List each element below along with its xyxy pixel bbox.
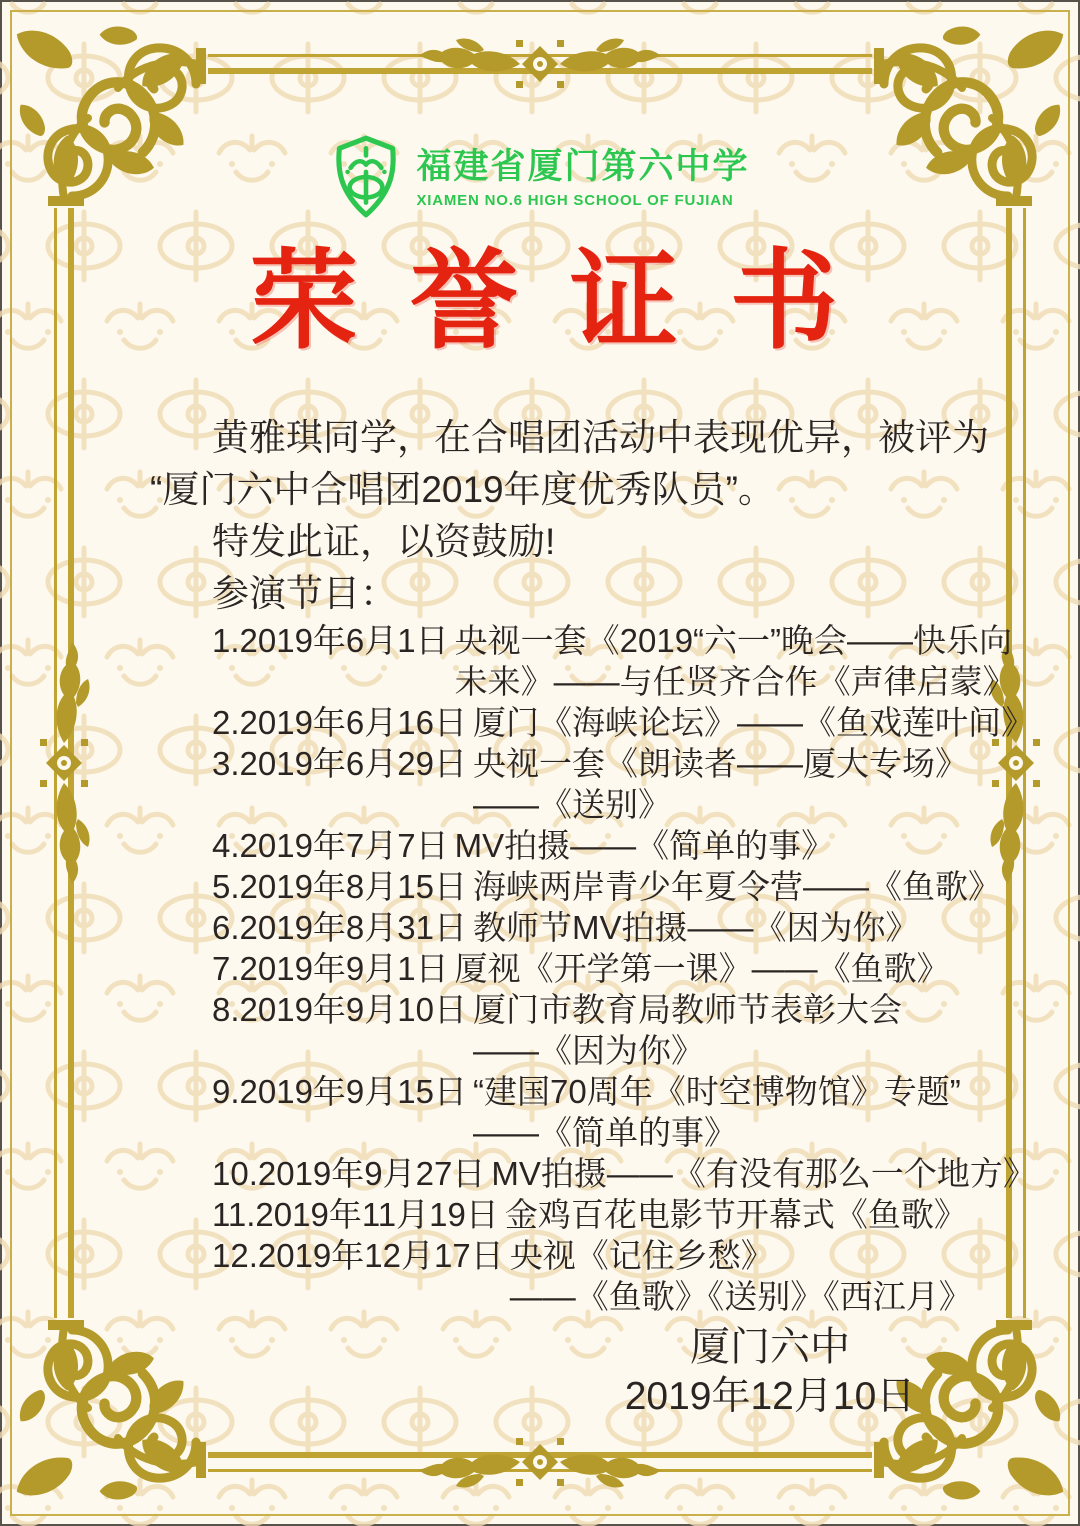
program-item-desc (455, 948, 952, 989)
edge-ornament-bottom (400, 1430, 680, 1494)
title-char: 书 (729, 243, 838, 362)
program-item-date: 10.2019年9月27日 (212, 1155, 486, 1192)
program-item (212, 702, 1034, 743)
program-item-line: 央视《记住乡愁》 (509, 1237, 774, 1274)
program-item (212, 825, 952, 866)
program-item-line: 厦门《海峡论坛》——《鱼戏莲叶间》 (473, 704, 1034, 741)
program-item-date: 5.2019年8月15日 (212, 868, 467, 905)
body-line-encourage: 特发此证，以资鼓励! (212, 521, 556, 562)
program-item-date: 4.2019年7月7日 (212, 827, 449, 864)
program-item-desc (473, 866, 1001, 907)
title-char: 荣 (250, 243, 359, 362)
program-item-date: 3.2019年6月29日 (212, 745, 467, 782)
program-item (212, 1071, 961, 1153)
program-item-line: 未来》——与任贤齐合作《声律启蒙》 (454, 663, 1016, 700)
program-item-date: 1.2019年6月1日 (212, 622, 449, 659)
title-char: 证 (569, 243, 678, 362)
program-item-date: 7.2019年9月1日 (212, 950, 449, 987)
certificate-title (250, 238, 838, 368)
program-item (212, 620, 1016, 702)
program-item-line: 教师节MV拍摄——《因为你》 (473, 909, 919, 946)
program-item (212, 989, 952, 1071)
program-item-desc (473, 743, 968, 825)
program-item-line: MV拍摄——《简单的事》 (454, 827, 835, 864)
program-item-date: 2.2019年6月16日 (212, 704, 467, 741)
signature-org: 厦门六中 (690, 1325, 850, 1369)
program-item-date: 8.2019年9月10日 (212, 991, 467, 1028)
program-item-line: ——《鱼歌》《送别》《西江月》 (509, 1278, 972, 1315)
program-item-line: 海峡两岸青少年夏令营——《鱼歌》 (473, 868, 1001, 905)
program-item-line: MV拍摄——《有没有那么一个地方》 (491, 1155, 1036, 1192)
program-item (212, 948, 952, 989)
body-line-recipient: 黄雅琪同学，在合唱团活动中表现优异，被评为 (212, 417, 989, 458)
program-item-desc (473, 702, 1034, 743)
program-item-line: ——《送别》 (473, 786, 671, 823)
program-item-line: 金鸡百花电影节开幕式《鱼歌》 (504, 1196, 967, 1233)
program-item-line: ——《简单的事》 (473, 1114, 737, 1151)
program-list (212, 620, 1036, 1317)
edge-ornament-top (400, 32, 680, 96)
program-item (212, 1153, 1036, 1194)
program-item-line: 厦视《开学第一课》——《鱼歌》 (454, 950, 950, 987)
program-item-line: 央视一套《2019“六一”晚会——快乐向 (454, 622, 1013, 659)
program-item (212, 1194, 967, 1235)
body-line-award: “厦门六中合唱团2019年度优秀队员”。 (150, 469, 775, 510)
program-item (212, 743, 968, 825)
edge-ornament-left (32, 623, 96, 903)
program-heading: 参演节目： (212, 573, 397, 614)
program-item-line: “建国70周年《时空博物馆》专题” (473, 1073, 961, 1110)
title-char: 誉 (409, 243, 518, 362)
program-item-date: 11.2019年11月19日 (212, 1196, 499, 1233)
signature-date: 2019年12月10日 (624, 1375, 916, 1418)
program-item (212, 1235, 972, 1317)
school-name-en: XIAMEN NO.6 HIGH SCHOOL OF FUJIAN (416, 191, 734, 209)
school-shield-icon (330, 134, 402, 220)
program-item (212, 907, 952, 948)
program-item-date: 9.2019年9月15日 (212, 1073, 467, 1110)
program-item-desc (473, 1071, 961, 1153)
program-item-date: 6.2019年8月31日 (212, 909, 467, 946)
program-item-line: 央视一套《朗读者——厦大专场》 (473, 745, 968, 782)
program-item-desc (505, 1194, 967, 1235)
school-logo (0, 134, 1080, 220)
signature-block (610, 1324, 930, 1420)
school-name-cn: 福建省厦门第六中学 (416, 146, 750, 186)
program-item-line: 厦门市教育局教师节表彰大会 (473, 991, 902, 1028)
program-item-line: ——《因为你》 (473, 1032, 704, 1069)
program-item-desc (455, 825, 952, 866)
program-item-desc (491, 1153, 1036, 1194)
program-item-desc (473, 989, 952, 1071)
program-item-date: 12.2019年12月17日 (212, 1237, 504, 1274)
program-item-desc (455, 620, 1016, 702)
corner-ornament-bottom-left (14, 1312, 214, 1512)
program-item-desc (510, 1235, 972, 1317)
program-item-desc (473, 907, 952, 948)
certificate-body (150, 412, 989, 620)
program-item (212, 866, 1001, 907)
